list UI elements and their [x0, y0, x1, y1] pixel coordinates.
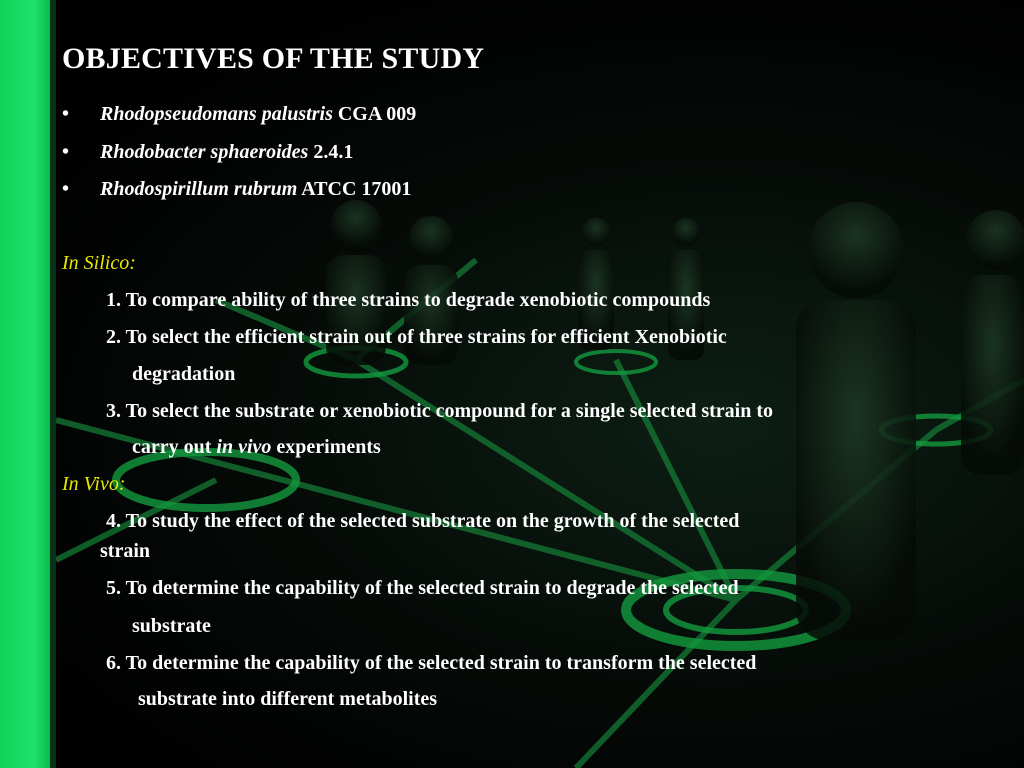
objective-1: 1. To compare ability of three strains to degrade xenobiotic compounds	[106, 289, 711, 311]
strain-id: 2.4.1	[308, 141, 354, 163]
objective-2: 2. To select the efficient strain out of three strains for efficient Xenobiotic	[106, 326, 727, 348]
species-name: Rhodopseudomans palustris	[100, 103, 333, 125]
bullet-item-1	[100, 103, 416, 126]
italic-term: in vivo	[216, 436, 272, 458]
objective-3: 3. To select the substrate or xenobiotic compound for a single selected strain to	[106, 400, 774, 422]
objective-6: 6. To determine the capability of the selected strain to transform the selected	[106, 652, 757, 674]
in-silico-heading: In Silico:	[62, 252, 136, 274]
text-segment: experiments	[271, 436, 381, 458]
objective-5: 5. To determine the capability of the selected strain to degrade the selected	[106, 577, 739, 599]
bullet-item-2	[100, 141, 353, 164]
strain-id: ATCC 17001	[297, 178, 412, 200]
green-sidebar	[0, 0, 50, 768]
page-title: OBJECTIVES OF THE STUDY	[62, 42, 485, 75]
text-segment: carry out	[132, 436, 217, 458]
in-vivo-heading: In Vivo:	[62, 473, 126, 495]
bullet-dot-1: •	[62, 103, 70, 125]
objective-4-cont: strain	[100, 540, 150, 562]
objective-5-cont: substrate	[132, 615, 211, 637]
objective-3-cont	[132, 436, 381, 459]
strain-id: CGA 009	[332, 103, 417, 125]
bullet-dot-2: •	[62, 141, 70, 163]
species-name: Rhodobacter sphaeroides	[100, 141, 309, 163]
bullet-item-3	[100, 178, 411, 201]
objective-4: 4. To study the effect of the selected substrate on the growth of the selected	[106, 510, 740, 532]
objective-6-cont: substrate into different metabolites	[138, 688, 438, 710]
bullet-dot-3: •	[62, 178, 70, 200]
objective-2-cont: degradation	[132, 363, 236, 385]
species-name: Rhodospirillum rubrum	[100, 178, 298, 200]
